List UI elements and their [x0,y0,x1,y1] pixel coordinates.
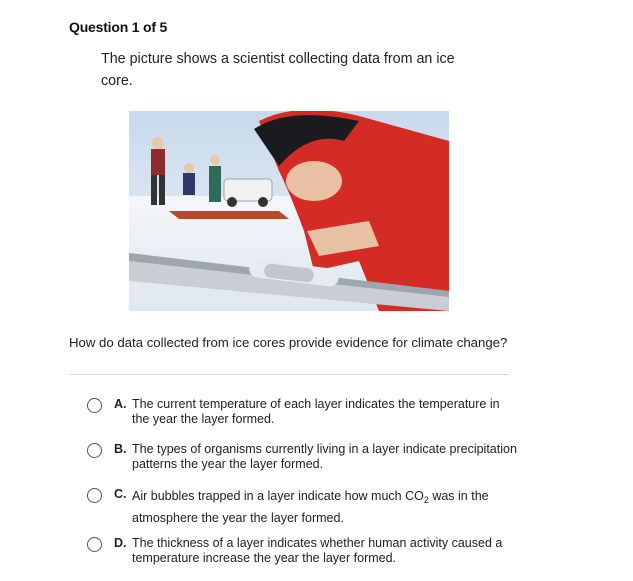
option-text: The types of organisms currently living in a layer indicate precipitation patterns the year the layer formed. [132,442,517,471]
option-text [132,487,517,527]
subscript: 2 [423,495,429,505]
radio-button[interactable] [87,443,102,458]
option-letter: A. [114,397,127,411]
radio-button[interactable] [87,398,102,413]
divider [69,374,509,375]
option-letter: C. [114,487,127,501]
option-text: The thickness of a layer indicates whether human activity caused a temperature increase the year the layer formed. [132,536,503,565]
question-counter: Question 1 of 5 [69,19,168,35]
option-text-part: Air bubbles trapped in a layer indicate how much CO [132,489,424,503]
question-prompt: How do data collected from ice cores provide evidence for climate change? [69,335,508,350]
option-text-part: was in the atmosphere the year the layer formed. [132,489,489,525]
radio-button[interactable] [87,488,102,503]
option-letter: D. [114,536,127,550]
option-letter: B. [114,442,127,456]
radio-button[interactable] [87,537,102,552]
question-stem: The picture shows a scientist collecting data from an ice core. [101,51,455,89]
ice-core-photo [129,111,449,311]
option-text: The current temperature of each layer indicates the temperature in the year the layer formed. [132,397,500,426]
